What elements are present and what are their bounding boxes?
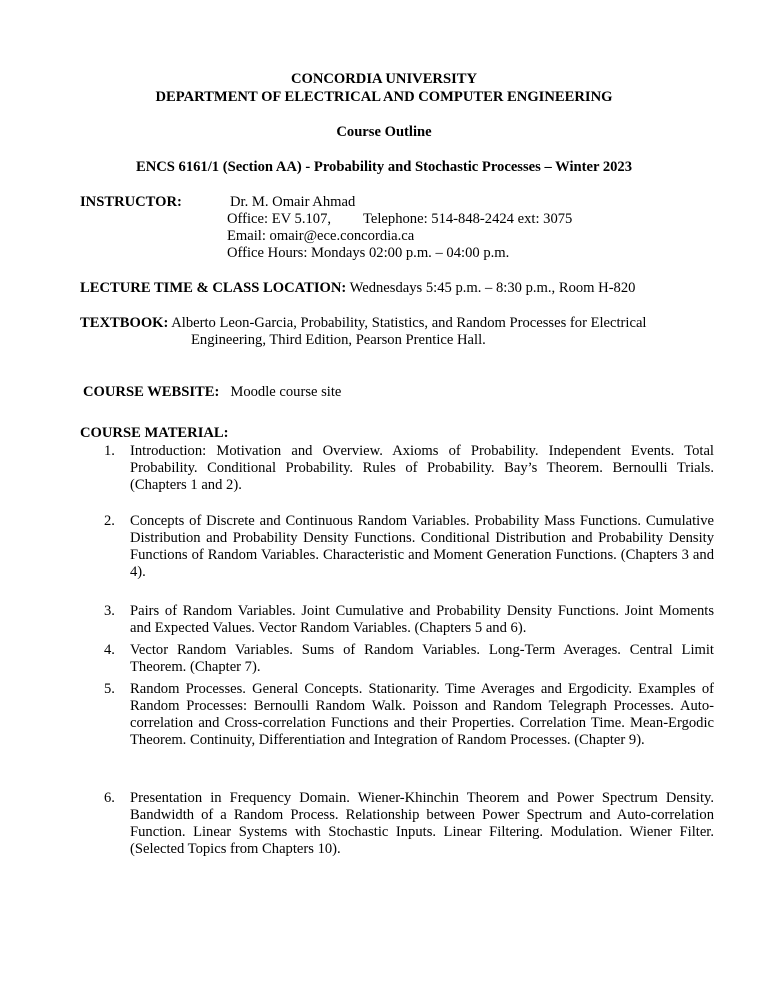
list-item (104, 681, 714, 749)
list-item-number: 3. (104, 603, 115, 619)
list-item (104, 603, 714, 637)
textbook-line-1 (80, 315, 646, 332)
list-item (104, 513, 714, 581)
instructor-label: INSTRUCTOR: (80, 194, 182, 210)
instructor-office: Office: EV 5.107, (227, 211, 332, 227)
instructor-email: Email: omair@ece.concordia.ca (227, 228, 415, 244)
list-item-text: Concepts of Discrete and Continuous Random Variables. Probability Mass Functions. Cumulative Distribution and Probability Density Functions. Conditional Distribution and Probability Density Functions of Random Variables. Characteristic and Moment Generation Functions. (Chapters 3 and 4). (130, 513, 714, 580)
textbook-text-2: Engineering, Third Edition, Pearson Prentice Hall. (191, 332, 486, 348)
website-value: Moodle course site (230, 384, 342, 400)
list-item-text: Presentation in Frequency Domain. Wiener-Khinchin Theorem and Power Spectrum Density. Bandwidth of a Random Process. Relationship between Power Spectrum and Auto-correlation Function. Linear Systems with Stochastic Inputs. Linear Filtering. Modulation. Wiener Filter. (Selected Topics from Chapters 10). (130, 790, 714, 857)
university-name: CONCORDIA UNIVERSITY (290, 71, 478, 87)
list-item-text: Vector Random Variables. Sums of Random Variables. Long-Term Averages. Central Limit Theorem. (Chapter 7). (130, 642, 714, 675)
list-item (104, 790, 714, 858)
lecture-label: LECTURE TIME & CLASS LOCATION: (80, 280, 347, 296)
textbook-text-1: Alberto Leon-Garcia, Probability, Statistics, and Random Processes for Electrical (168, 315, 647, 331)
list-item-number: 6. (104, 790, 115, 806)
document-title: Course Outline (336, 124, 432, 140)
instructor-name: Dr. M. Omair Ahmad (230, 194, 356, 210)
lecture-value: Wednesdays 5:45 p.m. – 8:30 p.m., Room H-820 (346, 280, 636, 296)
lecture-section (80, 280, 635, 297)
textbook-label: TEXTBOOK: (80, 315, 169, 331)
list-item-text: Introduction: Motivation and Overview. Axioms of Probability. Independent Events. Total Probability. Conditional Probability. Rules of Probability. Bay’s Theorem. Bernoulli Trials. (Chapters 1 and 2). (130, 443, 714, 493)
list-item-text: Pairs of Random Variables. Joint Cumulative and Probability Density Functions. Joint Moments and Expected Values. Vector Random Variables. (Chapters 5 and 6). (130, 603, 714, 636)
list-item-text: Random Processes. General Concepts. Stationarity. Time Averages and Ergodicity. Examples of Random Processes: Bernoulli Random Walk. Poisson and Random Telegraph Processes. Auto-correlation and Cross-correlation Functions and their Properties. Correlation Time. Mean-Ergodic Theorem. Continuity, Differentiation and Integration of Random Processes. (Chapter 9). (130, 681, 714, 748)
instructor-office-hours: Office Hours: Mondays 02:00 p.m. – 04:00 p.m. (227, 245, 510, 261)
list-item-number: 1. (104, 443, 115, 459)
instructor-telephone: Telephone: 514-848-2424 ext: 3075 (363, 211, 573, 227)
list-item-number: 2. (104, 513, 115, 529)
list-item-number: 5. (104, 681, 115, 697)
website-section (83, 384, 341, 401)
department-name: DEPARTMENT OF ELECTRICAL AND COMPUTER ENGINEERING (155, 89, 613, 105)
list-item (104, 642, 714, 676)
website-label: COURSE WEBSITE: (83, 384, 220, 400)
course-material-label: COURSE MATERIAL: (80, 425, 229, 441)
list-item (104, 443, 714, 494)
course-title-line: ENCS 6161/1 (Section AA) - Probability and Stochastic Processes – Winter 2023 (135, 159, 633, 175)
list-item-number: 4. (104, 642, 115, 658)
